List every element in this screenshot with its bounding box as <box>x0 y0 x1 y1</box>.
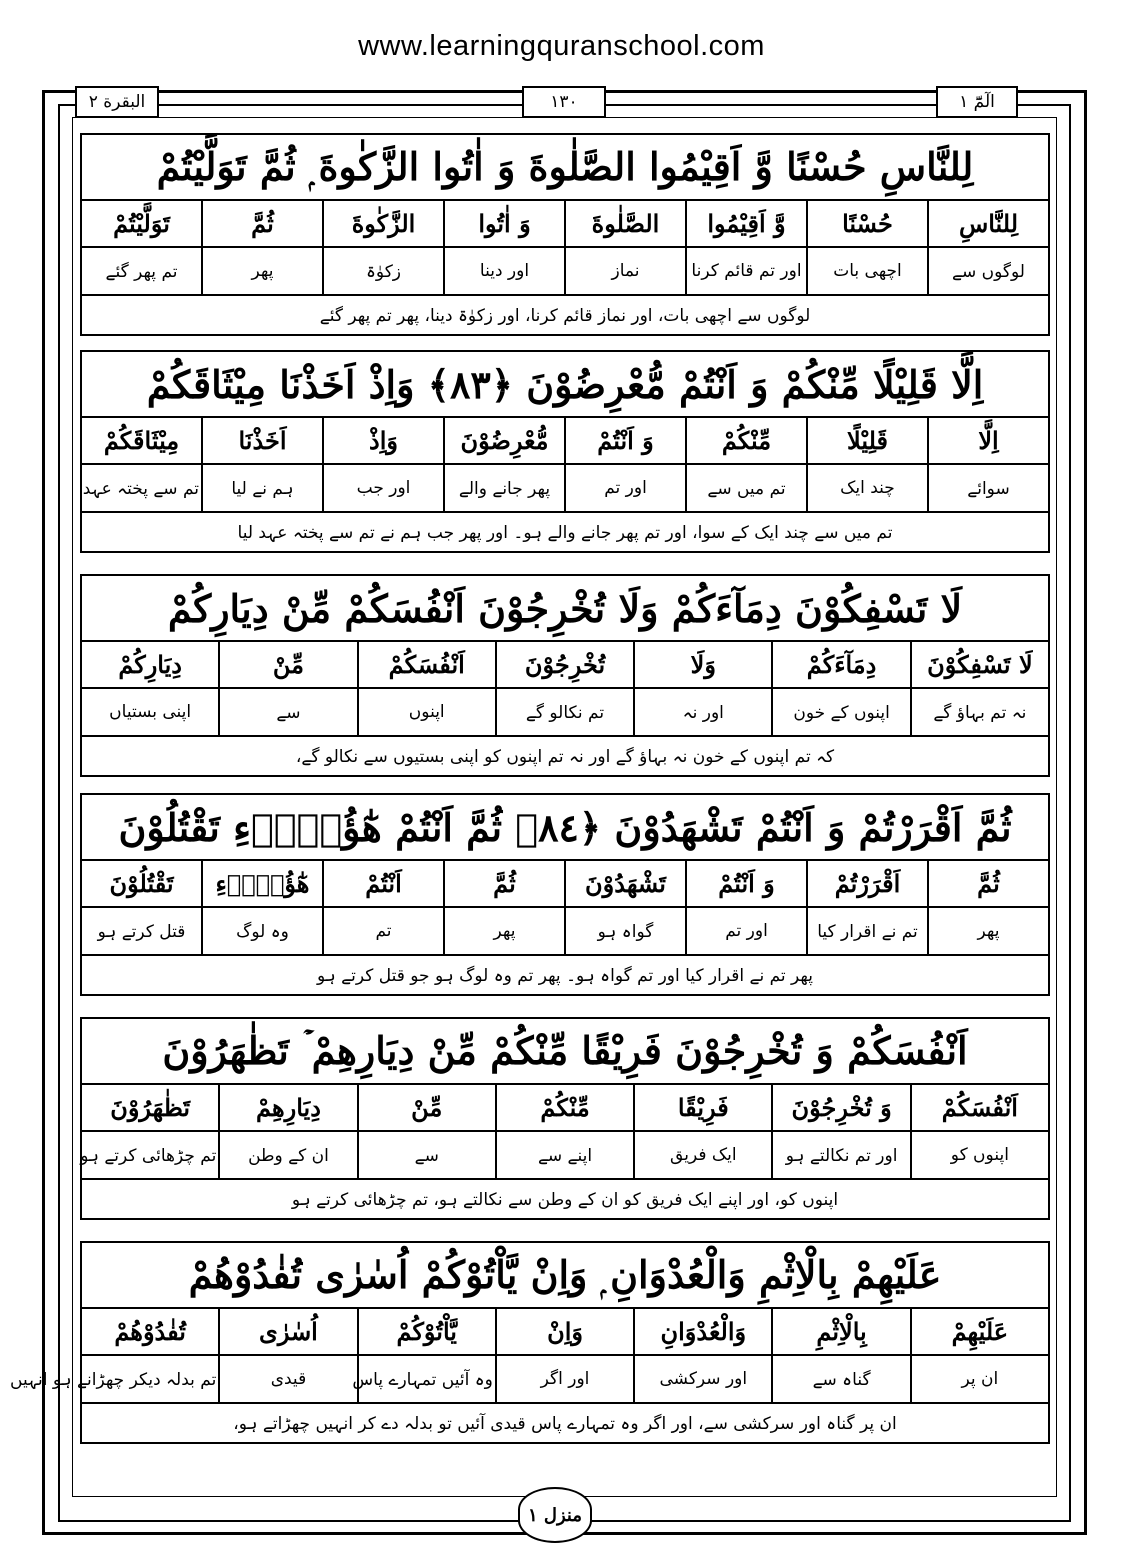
urdu-meaning-cell: تم نکالو گے <box>496 688 634 736</box>
word-row <box>81 641 1049 688</box>
meaning-row <box>81 1355 1049 1403</box>
verse-section <box>80 133 1050 336</box>
arabic-word-cell: اَنْفُسَكُمْ <box>358 641 496 688</box>
arabic-word-cell: لِلنَّاسِ <box>928 200 1049 247</box>
urdu-meaning-cell: گواہ ہو <box>565 907 686 955</box>
urdu-meaning-cell: ان پر <box>911 1355 1049 1403</box>
arabic-word-cell: وَاِذْ <box>323 417 444 464</box>
verse-section <box>80 793 1050 996</box>
meaning-row <box>81 907 1049 955</box>
meaning-row <box>81 247 1049 295</box>
arabic-word-cell: حُسْنًا <box>807 200 928 247</box>
urdu-translation-line: تم میں سے چند ایک کے سوا، اور تم پھر جانے والے ہو۔ اور پھر جب ہم نے تم سے پختہ عہد لیا <box>80 513 1050 553</box>
urdu-meaning-cell: ایک فریق <box>634 1131 772 1179</box>
arabic-word-cell: وَ اَنْتُمْ <box>686 860 807 907</box>
urdu-meaning-cell: اپنوں <box>358 688 496 736</box>
arabic-word-cell: ثُمَّ <box>202 200 323 247</box>
urdu-translation-line: لوگوں سے اچھی بات، اور نماز قائم کرنا، اور زکوٰۃ دینا، پھر تم پھر گئے <box>80 296 1050 336</box>
urdu-meaning-cell: پھر <box>928 907 1049 955</box>
meaning-row <box>81 688 1049 736</box>
word-row <box>81 200 1049 247</box>
verse-section <box>80 350 1050 553</box>
arabic-verse-line: عَلَيْهِمْ بِالْاِثْمِ وَالْعُدْوَانِ ۭ وَاِنْ يَّاْتُوْكُمْ اُسٰرٰى تُفٰدُوْهُمْ <box>80 1241 1050 1307</box>
urdu-meaning-cell: وہ لوگ <box>202 907 323 955</box>
urdu-meaning-cell: قتل کرتے ہو <box>81 907 202 955</box>
verse-section <box>80 574 1050 777</box>
urdu-meaning-cell: اپنوں کے خون <box>772 688 910 736</box>
urdu-meaning-cell: لوگوں سے <box>928 247 1049 295</box>
arabic-word-cell: الصَّلٰوةَ <box>565 200 686 247</box>
urdu-meaning-cell: نہ تم بہاؤ گے <box>911 688 1049 736</box>
arabic-verse-line: اِلَّا قَلِيْلًا مِّنْكُمْ وَ اَنْتُمْ مُّعْرِضُوْنَ ﴿٨٣﴾ وَاِذْ اَخَذْنَا مِيْثَاقَكُمْ <box>80 350 1050 416</box>
arabic-word-cell: تَوَلَّيْتُمْ <box>81 200 202 247</box>
word-table <box>80 1083 1050 1180</box>
arabic-word-cell: اِلَّا <box>928 417 1049 464</box>
urdu-meaning-cell: اور تم نکالتے ہو <box>772 1131 910 1179</box>
urdu-meaning-cell: وہ آئیں تمہارے پاس <box>358 1355 496 1403</box>
site-url: www.learningquranschool.com <box>358 30 765 62</box>
urdu-translation-line: کہ تم اپنوں کے خون نہ بہاؤ گے اور نہ تم اپنوں کو اپنی بستیوں سے نکالو گے، <box>80 737 1050 777</box>
urdu-meaning-cell: سوائے <box>928 464 1049 512</box>
urdu-meaning-cell: اور سرکشی <box>634 1355 772 1403</box>
arabic-word-cell: تَشْهَدُوْنَ <box>565 860 686 907</box>
urdu-meaning-cell: سے <box>358 1131 496 1179</box>
arabic-word-cell: وَاِنْ <box>496 1308 634 1355</box>
arabic-word-cell: ثُمَّ <box>928 860 1049 907</box>
manzil-mark: منزل ١ <box>518 1487 592 1543</box>
urdu-meaning-cell: قیدی <box>219 1355 357 1403</box>
arabic-word-cell: اَقْرَرْتُمْ <box>807 860 928 907</box>
arabic-verse-line: ثُمَّ اَقْرَرْتُمْ وَ اَنْتُمْ تَشْهَدُوْنَ ﴿٨٤﴾ ثُمَّ اَنْتُمْ هٰٓؤُلَاۤءِ تَقْتُلُوْنَ <box>80 793 1050 859</box>
urdu-meaning-cell: تم میں سے <box>686 464 807 512</box>
urdu-meaning-cell: گناہ سے <box>772 1355 910 1403</box>
urdu-meaning-cell: تم چڑھائی کرتے ہو <box>81 1131 219 1179</box>
urdu-meaning-cell: پھر <box>444 907 565 955</box>
word-row <box>81 860 1049 907</box>
arabic-word-cell: اَنْفُسَكُمْ <box>911 1084 1049 1131</box>
urdu-meaning-cell: نماز <box>565 247 686 295</box>
arabic-word-cell: تُخْرِجُوْنَ <box>496 641 634 688</box>
arabic-word-cell: عَلَيْهِمْ <box>911 1308 1049 1355</box>
arabic-word-cell: الزَّكٰوةَ <box>323 200 444 247</box>
arabic-word-cell: دِيَارِكُمْ <box>81 641 219 688</box>
urdu-meaning-cell: اور دینا <box>444 247 565 295</box>
urdu-meaning-cell: اپنی بستیاں <box>81 688 219 736</box>
arabic-word-cell: لَا تَسْفِكُوْنَ <box>911 641 1049 688</box>
word-table <box>80 859 1050 956</box>
urdu-meaning-cell: اپنے سے <box>496 1131 634 1179</box>
arabic-word-cell: اَنْتُمْ <box>323 860 444 907</box>
word-row <box>81 1084 1049 1131</box>
urdu-meaning-cell: اور تم <box>686 907 807 955</box>
arabic-word-cell: دِمَآءَكُمْ <box>772 641 910 688</box>
arabic-word-cell: اُسٰرٰى <box>219 1308 357 1355</box>
arabic-verse-line: اَنْفُسَكُمْ وَ تُخْرِجُوْنَ فَرِيْقًا مِّنْكُمْ مِّنْ دِيَارِهِمْ ۡ تَظٰهَرُوْنَ <box>80 1017 1050 1083</box>
arabic-word-cell: مِّنْ <box>358 1084 496 1131</box>
arabic-word-cell: وَ تُخْرِجُوْنَ <box>772 1084 910 1131</box>
arabic-word-cell: قَلِيْلًا <box>807 417 928 464</box>
word-table <box>80 416 1050 513</box>
arabic-word-cell: تَقْتُلُوْنَ <box>81 860 202 907</box>
arabic-word-cell: وَ اَنْتُمْ <box>565 417 686 464</box>
urdu-meaning-cell: اپنوں کو <box>911 1131 1049 1179</box>
urdu-meaning-cell: پھر جانے والے <box>444 464 565 512</box>
urdu-meaning-cell: اور تم <box>565 464 686 512</box>
verse-section <box>80 1017 1050 1220</box>
urdu-meaning-cell: ہم نے لیا <box>202 464 323 512</box>
urdu-meaning-cell: اور تم قائم کرنا <box>686 247 807 295</box>
verse-section <box>10 1241 1050 1444</box>
arabic-word-cell: مِّنْ <box>219 641 357 688</box>
urdu-meaning-cell: چند ایک <box>807 464 928 512</box>
arabic-word-cell: مِيْثَاقَكُمْ <box>81 417 202 464</box>
arabic-word-cell: اَخَذْنَا <box>202 417 323 464</box>
arabic-word-cell: وَلَا <box>634 641 772 688</box>
urdu-translation-line: ان پر گناہ اور سرکشی سے، اور اگر وہ تمہارے پاس قیدی آئیں تو بدلہ دے کر انہیں چھڑاتے ہو، <box>80 1404 1050 1444</box>
arabic-word-cell: يَّاْتُوْكُمْ <box>358 1308 496 1355</box>
arabic-verse-line: لَا تَسْفِكُوْنَ دِمَآءَكُمْ وَلَا تُخْرِجُوْنَ اَنْفُسَكُمْ مِّنْ دِيَارِكُمْ <box>80 574 1050 640</box>
urdu-meaning-cell: تم نے اقرار کیا <box>807 907 928 955</box>
arabic-word-cell: وَالْعُدْوَانِ <box>634 1308 772 1355</box>
urdu-meaning-cell: اچھی بات <box>807 247 928 295</box>
urdu-meaning-cell: ان کے وطن <box>219 1131 357 1179</box>
arabic-word-cell: وَّ اَقِيْمُوا <box>686 200 807 247</box>
arabic-word-cell: بِالْاِثْمِ <box>772 1308 910 1355</box>
arabic-word-cell: مِّنْكُمْ <box>496 1084 634 1131</box>
arabic-word-cell: وَ اٰتُوا <box>444 200 565 247</box>
urdu-meaning-cell: تم بدلہ دیکر چھڑانے ہو انہیں <box>81 1355 219 1403</box>
arabic-verse-line: لِلنَّاسِ حُسْنًا وَّ اَقِيْمُوا الصَّلٰوةَ وَ اٰتُوا الزَّكٰوةَ ۭ ثُمَّ تَوَلَّيْتُمْ <box>80 133 1050 199</box>
arabic-word-cell: دِيَارِهِمْ <box>219 1084 357 1131</box>
word-row <box>81 417 1049 464</box>
urdu-meaning-cell: تم سے پختہ عہد <box>81 464 202 512</box>
urdu-meaning-cell: زکوٰۃ <box>323 247 444 295</box>
urdu-meaning-cell: سے <box>219 688 357 736</box>
urdu-meaning-cell: تم <box>323 907 444 955</box>
urdu-translation-line: پھر تم نے اقرار کیا اور تم گواہ ہو۔ پھر تم وہ لوگ ہو جو قتل کرتے ہو <box>80 956 1050 996</box>
arabic-word-cell: تَظٰهَرُوْنَ <box>81 1084 219 1131</box>
urdu-meaning-cell: اور اگر <box>496 1355 634 1403</box>
juz-label: الٓمّٓ ١ <box>936 86 1018 118</box>
urdu-meaning-cell: تم پھر گئے <box>81 247 202 295</box>
word-table <box>80 199 1050 296</box>
arabic-word-cell: مُّعْرِضُوْنَ <box>444 417 565 464</box>
word-row <box>81 1308 1049 1355</box>
meaning-row <box>81 1131 1049 1179</box>
arabic-word-cell: فَرِيْقًا <box>634 1084 772 1131</box>
surah-label: البقرة ٢ <box>75 86 159 118</box>
urdu-meaning-cell: اور نہ <box>634 688 772 736</box>
page-number: ١٣٠ <box>522 86 606 118</box>
arabic-word-cell: ثُمَّ <box>444 860 565 907</box>
urdu-meaning-cell: پھر <box>202 247 323 295</box>
arabic-word-cell: تُفٰدُوْهُمْ <box>81 1308 219 1355</box>
urdu-meaning-cell: اور جب <box>323 464 444 512</box>
meaning-row <box>81 464 1049 512</box>
urdu-translation-line: اپنوں کو، اور اپنے ایک فریق کو ان کے وطن سے نکالتے ہو، تم چڑھائی کرتے ہو <box>80 1180 1050 1220</box>
word-table <box>10 1307 1050 1404</box>
arabic-word-cell: هٰٓؤُلَاۤءِ <box>202 860 323 907</box>
arabic-word-cell: مِّنْكُمْ <box>686 417 807 464</box>
word-table <box>80 640 1050 737</box>
